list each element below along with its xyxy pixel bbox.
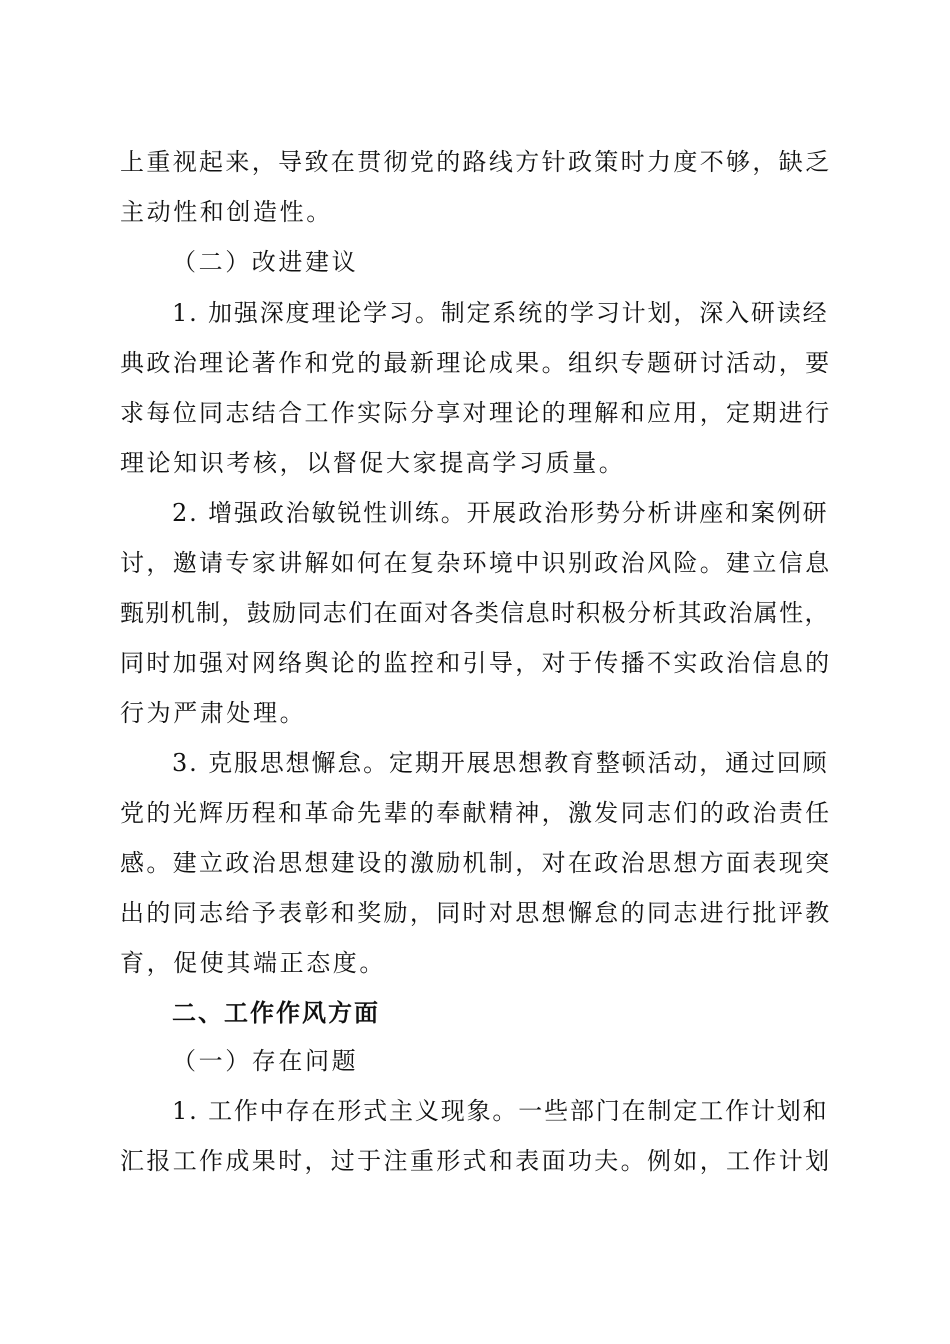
body-line: 汇报工作成果时，过于注重形式和表面功夫。例如，工作计划	[120, 1147, 832, 1175]
body-line: 行为严肃处理。	[120, 699, 307, 727]
body-line: 感。建立政治思想建设的激励机制，对在政治思想方面表现突	[120, 849, 832, 877]
body-line: 主动性和创造性。	[120, 198, 333, 226]
body-line: 讨，邀请专家讲解如何在复杂环境中识别政治风险。建立信息	[120, 549, 832, 577]
body-line: 上重视起来，导致在贯彻党的路线方针政策时力度不够，缺乏	[120, 148, 832, 176]
body-line: 1. 工作中存在形式主义现象。一些部门在制定工作计划和	[172, 1097, 829, 1125]
section-heading: 二、工作作风方面	[172, 999, 380, 1027]
body-line: 1. 加强深度理论学习。制定系统的学习计划，深入研读经	[172, 299, 829, 327]
body-line: 党的光辉历程和革命先辈的奉献精神，激发同志们的政治责任	[120, 799, 832, 827]
subsection-heading: （二）改进建议	[172, 248, 359, 276]
subsection-heading: （一）存在问题	[172, 1047, 359, 1075]
body-line: 2. 增强政治敏锐性训练。开展政治形势分析讲座和案例研	[172, 499, 829, 527]
body-line: 同时加强对网络舆论的监控和引导，对于传播不实政治信息的	[120, 649, 832, 677]
body-line: 出的同志给予表彰和奖励，同时对思想懈怠的同志进行批评教	[120, 899, 832, 927]
body-line: 理论知识考核，以督促大家提高学习质量。	[120, 449, 626, 477]
body-line: 甄别机制，鼓励同志们在面对各类信息时积极分析其政治属性，	[120, 599, 830, 627]
body-line: 3. 克服思想懈怠。定期开展思想教育整顿活动，通过回顾	[172, 749, 829, 777]
body-line: 典政治理论著作和党的最新理论成果。组织专题研讨活动，要	[120, 349, 832, 377]
body-line: 求每位同志结合工作实际分享对理论的理解和应用，定期进行	[120, 399, 832, 427]
body-line: 育，促使其端正态度。	[120, 949, 386, 977]
